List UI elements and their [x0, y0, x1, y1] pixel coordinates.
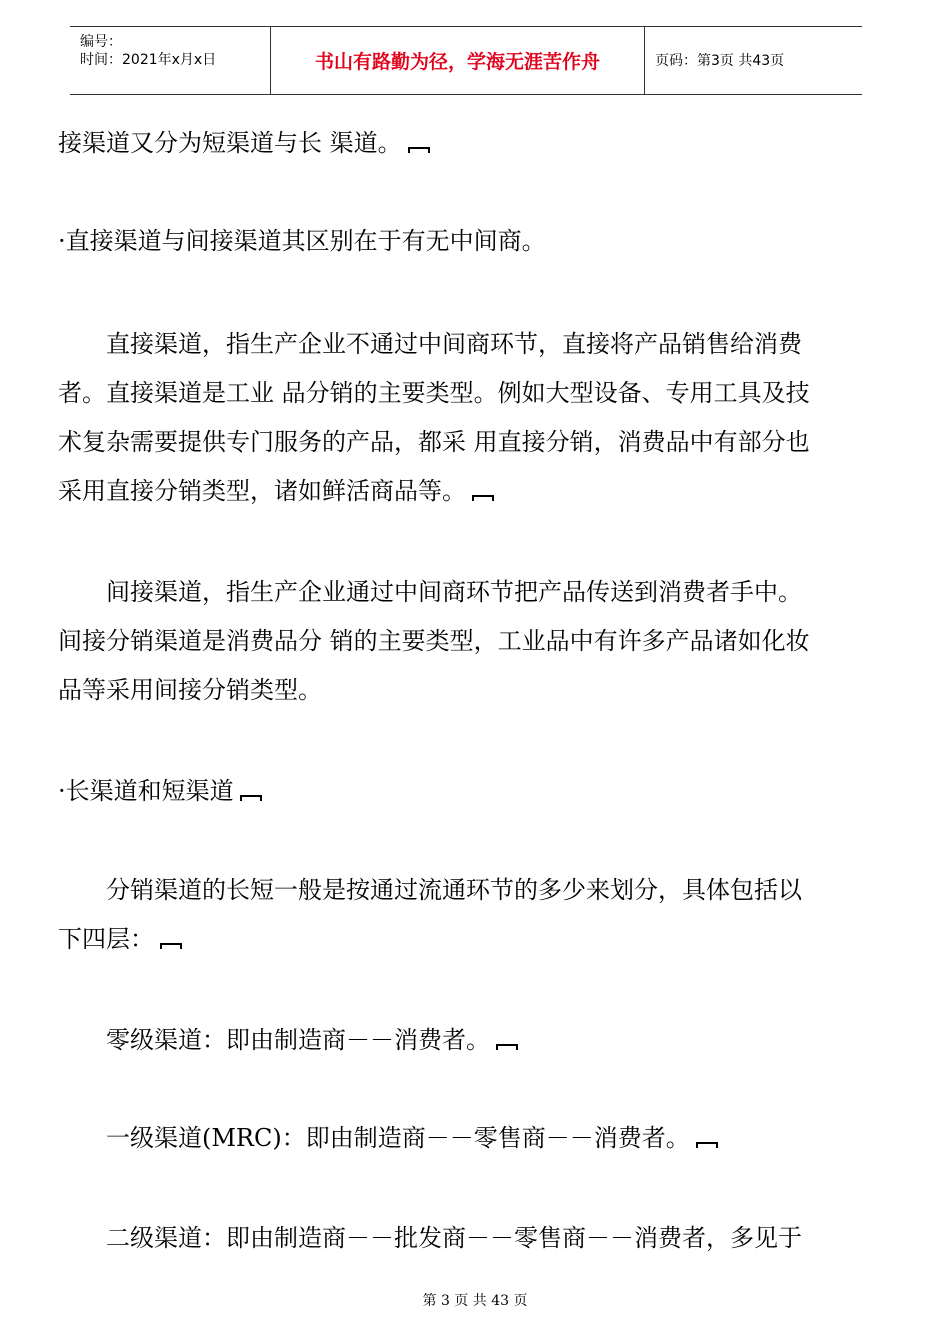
text-line: 接渠道又分为短渠道与长 渠道。	[58, 129, 402, 157]
paragraph-mark-icon	[472, 495, 494, 501]
paragraph-mark-icon	[408, 147, 430, 153]
text-line: 二级渠道：即由制造商－－批发商－－零售商－－消费者，多见于	[58, 1224, 802, 1252]
text-line: 分销渠道的长短一般是按通过流通环节的多少来划分，具体包括以	[58, 876, 802, 904]
text-line: ·长渠道和短渠道	[58, 777, 234, 805]
paragraph-2	[58, 217, 878, 266]
paragraph-6	[58, 866, 878, 964]
text-line: 者。直接渠道是工业 品分销的主要类型。例如大型设备、专用工具及技	[58, 379, 810, 407]
header-motto-cell	[271, 27, 645, 94]
text-line: ·直接渠道与间接渠道其区别在于有无中间商。	[58, 227, 546, 255]
text-line: 间接渠道，指生产企业通过中间商环节把产品传送到消费者手中。	[58, 578, 802, 606]
document-date: 时间：2021年x月x日	[80, 52, 217, 68]
text-line: 间接分销渠道是消费品分 销的主要类型，工业品中有许多产品诸如化妆	[58, 627, 810, 655]
text-line: 术复杂需要提供专门服务的产品，都采 用直接分销，消费品中有部分也	[58, 428, 810, 456]
paragraph-5	[58, 767, 878, 816]
text-line: 零级渠道：即由制造商－－消费者。	[58, 1026, 490, 1054]
text-line: 一级渠道(MRC)：即由制造商－－零售商－－消费者。	[58, 1124, 690, 1152]
text-line: 下四层：	[58, 925, 154, 953]
paragraph-8	[58, 1114, 878, 1163]
header-page-cell	[645, 27, 862, 94]
paragraph-3	[58, 320, 878, 516]
text-line: 直接渠道，指生产企业不通过中间商环节，直接将产品销售给消费	[58, 330, 802, 358]
document-number: 编号：	[80, 34, 122, 50]
header-page-number: 页码：第3页 共43页	[655, 53, 785, 69]
paragraph-mark-icon	[696, 1142, 718, 1148]
text-line: 品等采用间接分销类型。	[58, 676, 322, 704]
paragraph-7	[58, 1016, 878, 1065]
paragraph-mark-icon	[240, 795, 262, 801]
paragraph-9	[58, 1214, 878, 1263]
paragraph-mark-icon	[160, 943, 182, 949]
paragraph-1	[58, 119, 878, 168]
page-footer: 第 3 页 共 43 页	[422, 1293, 528, 1309]
header-info-cell	[70, 27, 271, 94]
paragraph-4	[58, 568, 878, 715]
text-line: 采用直接分销类型，诸如鲜活商品等。	[58, 477, 466, 505]
page-header	[70, 26, 862, 95]
paragraph-mark-icon	[496, 1044, 518, 1050]
header-motto: 书山有路勤为径，学海无涯苦作舟	[314, 51, 600, 73]
